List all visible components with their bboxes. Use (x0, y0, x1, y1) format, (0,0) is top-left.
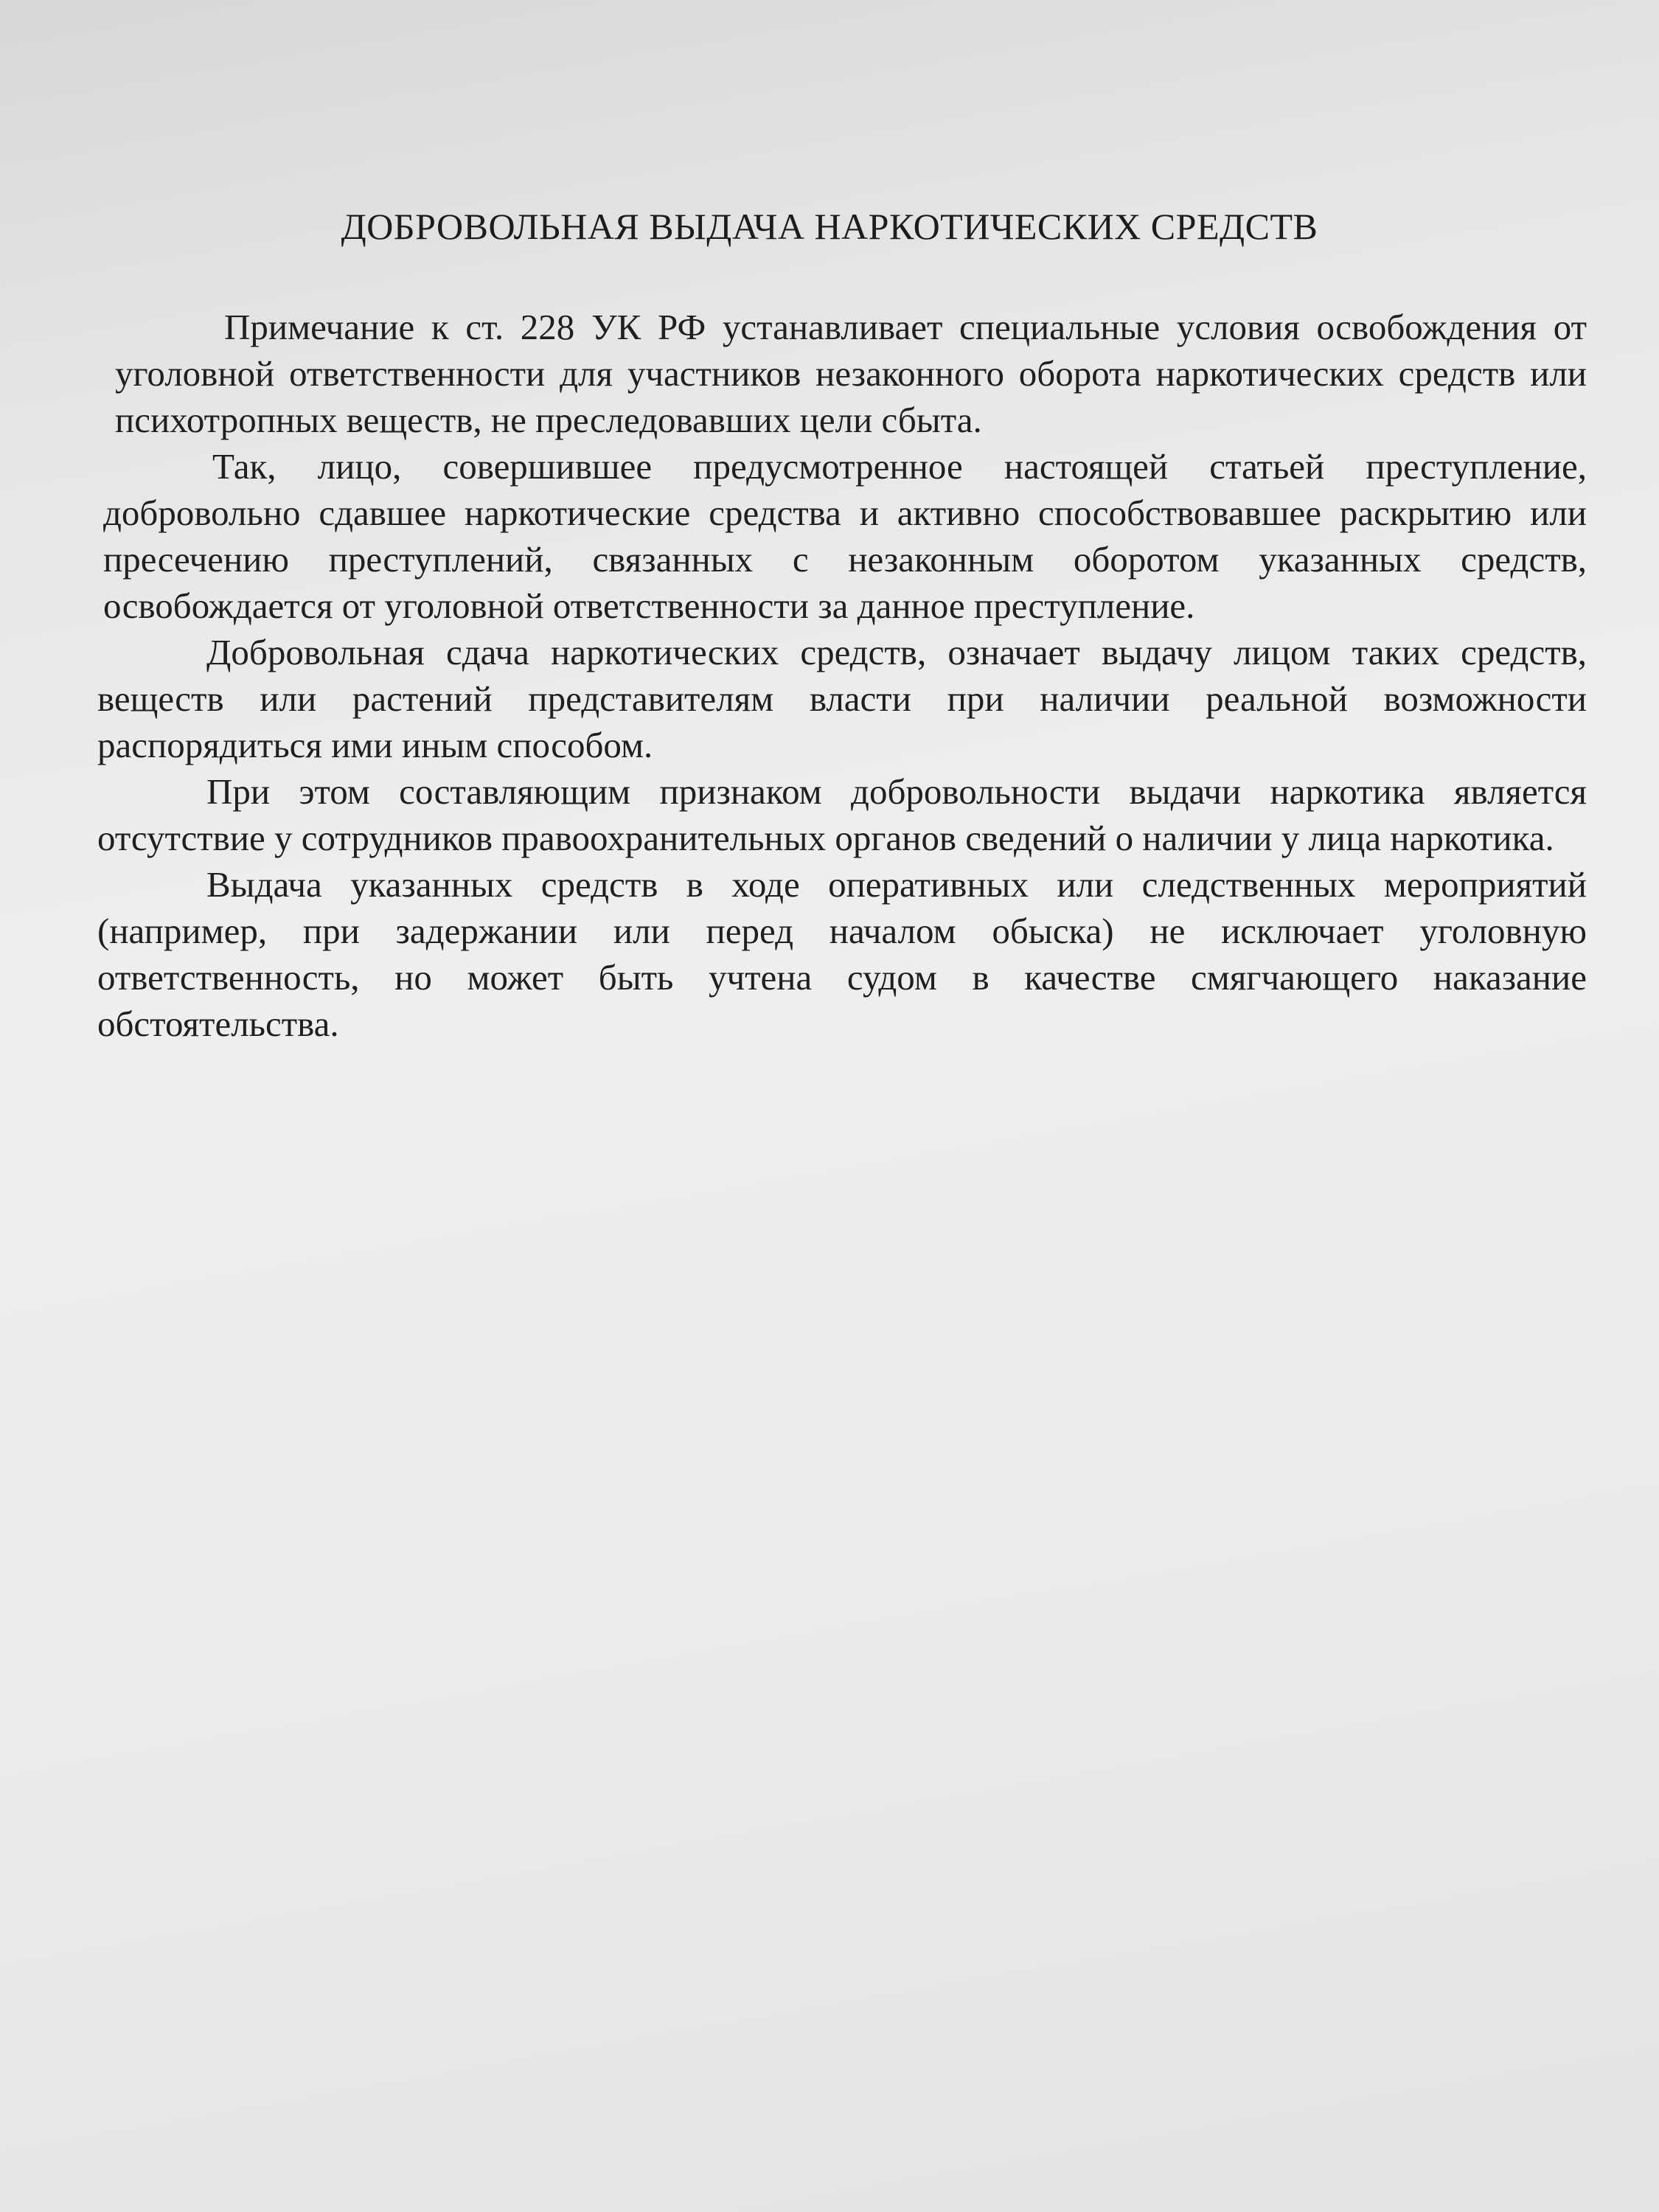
document-body (97, 304, 1587, 1047)
paragraph-note: Примечание к ст. 228 УК РФ устанавливает специальные условия освобождения от уголовной ответственности для участников незаконного оборота наркотических средств или психотропных веществ, не преследовавших цели сбыта. (115, 307, 1587, 440)
paragraph-exception: Выдача указанных средств в ходе оперативных или следственных мероприятий (например, при задержании или перед началом обыска) не исключает уголовную ответственность, но может быть учтена судом в качестве смягчающего наказание обстоятельства. (97, 864, 1587, 1044)
paragraph-definition: Добровольная сдача наркотических средств, означает выдачу лицом таких средств, веществ или растений представителям власти при наличии реальной возможности распорядиться ими иным способом. (97, 632, 1587, 765)
paragraph-exemption: Так, лицо, совершившее предусмотренное настоящей статьей преступление, добровольно сдавшее наркотические средства и активно способствовавшее раскрытию или пресечению преступлений, связанных с незаконным оборотом указанных средств, освобождается от уголовной ответственности за данное преступление. (103, 446, 1587, 626)
document-title: ДОБРОВОЛЬНАЯ ВЫДАЧА НАРКОТИЧЕСКИХ СРЕДСТВ (341, 206, 1318, 247)
paragraph-criterion: При этом составляющим признаком добровольности выдачи наркотика является отсутствие у сотрудников правоохранительных органов сведений о наличии у лица наркотика. (97, 771, 1587, 858)
